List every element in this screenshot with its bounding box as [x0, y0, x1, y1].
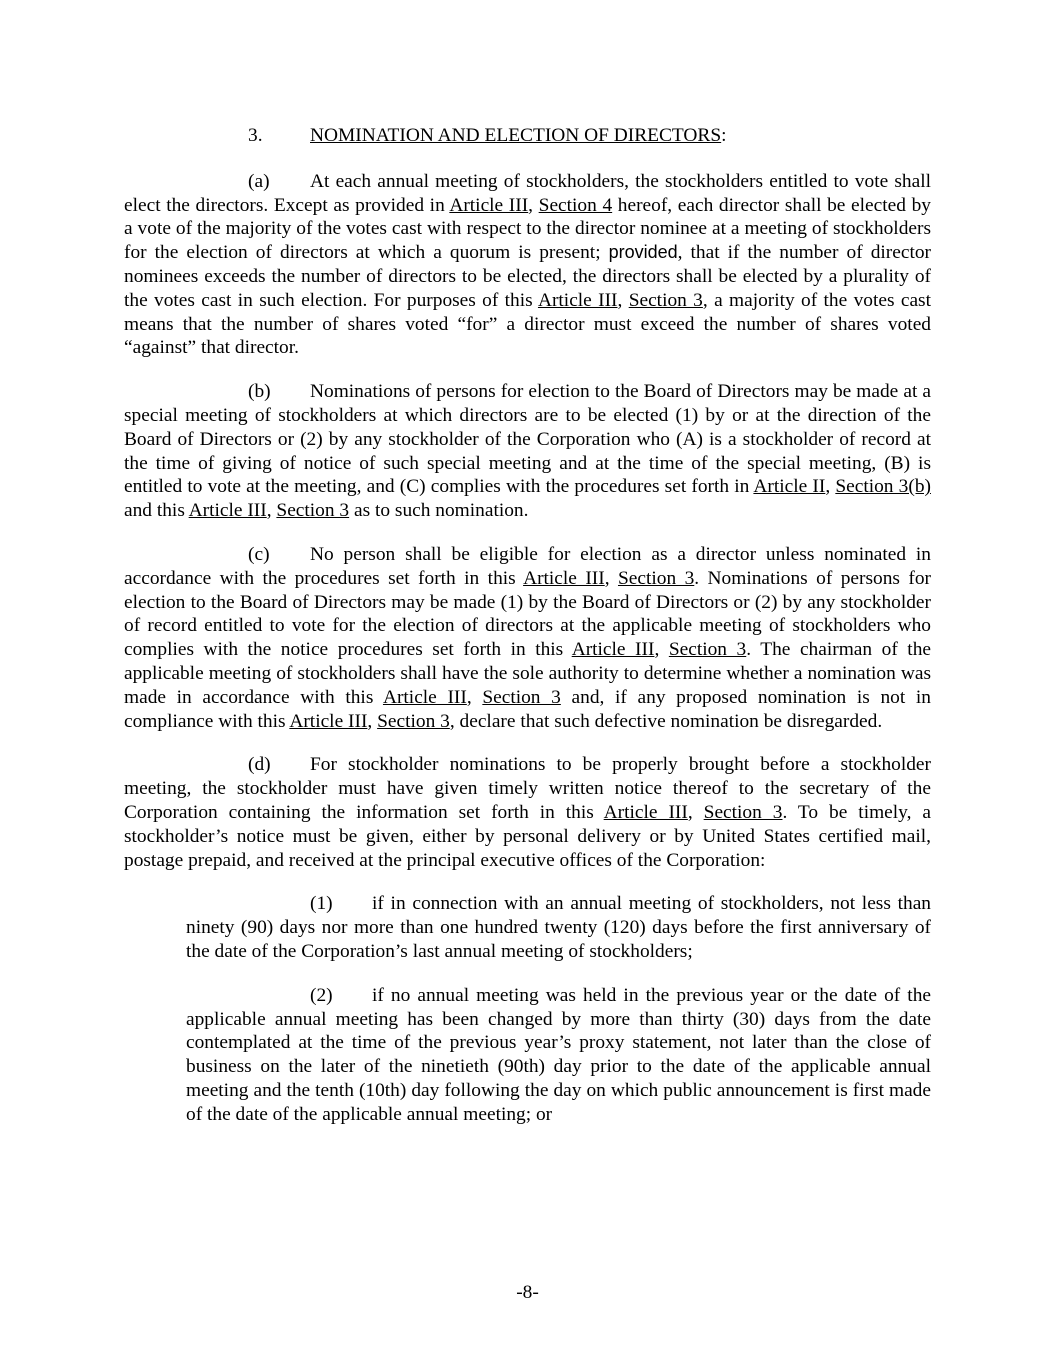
subparagraph-1	[186, 892, 931, 963]
article-reference: Article III	[523, 567, 605, 589]
paragraph-d	[124, 753, 931, 872]
paragraph-text: as to such nomination.	[349, 500, 529, 522]
section-reference: Section 3	[628, 289, 703, 311]
section-colon: :	[721, 125, 727, 146]
article-reference: Article III	[188, 500, 267, 522]
paragraph-text: ,	[367, 710, 378, 732]
paragraph-text: , declare that such defective nomination be disregarded.	[449, 710, 883, 732]
paragraph-a	[124, 170, 931, 360]
paragraph-text: ,	[604, 567, 618, 589]
paragraph-text: if in connection with an annual meeting of stockholders, not less than ninety (90) days nor more than one hundred twenty (120) days before the first anniversary of the date of the Corporation’s last annual meeting of stockholders;	[186, 893, 931, 962]
document-page	[124, 124, 931, 1146]
paragraph-text: and this	[124, 500, 189, 522]
paragraph-text: and, if any proposed nomination is not in compliance with this	[124, 686, 931, 732]
paragraph-text: if no annual meeting was held in the previous year or the date of the applicable annual meeting has been changed by more than thirty (30) days from the date contemplated at the time of the previous year’s proxy statement, not later than the close of business on the later of the ninetieth (90th) day prior to the date of the applicable annual meeting and the tenth (10th) day following the day on which public announcement is first made of the date of the applicable annual meeting; or	[186, 984, 931, 1125]
section-heading	[124, 124, 931, 148]
paragraph-b-label: (b)	[248, 381, 271, 403]
paragraph-text: ,	[466, 686, 483, 708]
section-reference: Section 3	[276, 500, 350, 522]
section-reference: Section 3	[482, 686, 561, 708]
section-reference: Section 4	[538, 194, 613, 216]
page-number: -8-	[516, 1282, 539, 1303]
subparagraph-1-label: (1)	[310, 893, 333, 915]
paragraph-text: , a majority of the votes cast means that the number of shares voted “for” a director must exceed the number of shares voted “against” that director.	[124, 289, 931, 359]
section-reference: Section 3(b)	[835, 476, 931, 498]
paragraph-text: , that if the number of director nominees exceeds the number of directors to be elected, the directors shall be elected by a plurality of the votes cast in such election. For purposes of this	[124, 242, 931, 311]
paragraph-d-label: (d)	[248, 754, 271, 776]
article-reference: Article II	[753, 476, 826, 498]
paragraph-text: For stockholder nominations to be properly brought before a stockholder meeting, the stockholder must have given timely written notice thereof to the secretary of the Corporation containing the information set forth in this	[124, 754, 931, 823]
paragraph-text: At each annual meeting of stockholders, the stockholders entitled to vote shall elect the directors. Except as provided in	[124, 170, 931, 216]
paragraph-text: Nominations of persons for election to the Board of Directors may be made at a special meeting of stockholders at which directors are to be elected (1) by or at the direction of the Board of Directors or (2) by any stockholder of the Corporation who (A) is a stockholder of record at the time of giving of notice of such special meeting and at the time of the special meeting, (B) is entitled to vote at the meeting, and (C) complies with the procedures set forth in	[124, 381, 931, 498]
section-reference: Section 3	[617, 567, 695, 589]
article-reference: Article III	[449, 194, 529, 216]
section-reference: Section 3	[377, 710, 450, 732]
subparagraph-2	[186, 984, 931, 1127]
provided-term: provided	[608, 242, 678, 263]
paragraph-b	[124, 380, 931, 523]
section-title: NOMINATION AND ELECTION OF DIRECTORS	[310, 125, 722, 146]
paragraph-text: ,	[825, 476, 836, 498]
article-reference: Article III	[571, 639, 655, 661]
paragraph-text: hereof, each director shall be elected by a vote of the majority of the votes cast with respect to the director nominee at a meeting of stockholders for the election of directors at which a quorum is present;	[124, 194, 931, 264]
subparagraph-2-label: (2)	[310, 984, 333, 1006]
paragraph-text: . Nominations of persons for election to the Board of Directors may be made (1) by the Board of Directors or (2) by any stockholder of record entitled to vote for the election of directors at the applicable meeting of stockholders who complies with the notice procedures set forth in this	[124, 567, 931, 661]
article-reference: Article III	[603, 801, 688, 823]
section-reference: Section 3	[703, 801, 783, 823]
paragraph-text: . To be timely, a stockholder’s notice must be given, either by personal delivery or by United States certified mail, postage prepaid, and received at the principal executive offices of the Corporation:	[124, 801, 931, 871]
paragraph-a-label: (a)	[248, 170, 270, 192]
article-reference: Article III	[537, 289, 618, 311]
paragraph-text: ,	[617, 289, 629, 311]
paragraph-text: . The chairman of the applicable meeting of stockholders shall have the sole authority to determine whether a nomination was made in accordance with this	[124, 639, 931, 708]
section-reference: Section 3	[668, 639, 747, 661]
paragraph-text: ,	[266, 500, 277, 522]
article-reference: Article III	[289, 710, 368, 732]
paragraph-text: No person shall be eligible for election as a director unless nominated in accordance with the procedures set forth in this	[124, 543, 931, 589]
section-number: 3.	[248, 125, 263, 146]
paragraph-c-label: (c)	[248, 543, 270, 565]
article-reference: Article III	[382, 686, 467, 708]
paragraph-text: ,	[654, 639, 669, 661]
paragraph-text: ,	[687, 801, 704, 823]
paragraph-text: ,	[528, 194, 539, 216]
paragraph-c	[124, 543, 931, 733]
